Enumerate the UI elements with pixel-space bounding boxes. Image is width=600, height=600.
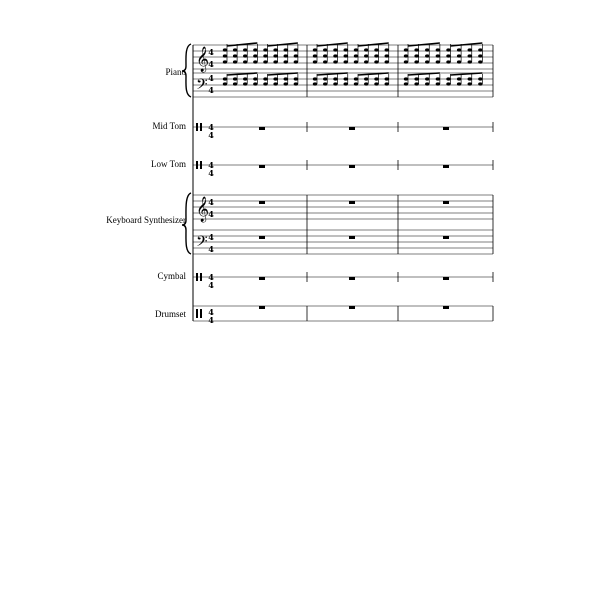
note-head [333, 60, 337, 63]
note-head [284, 48, 288, 51]
note-head [243, 82, 247, 85]
note-head [364, 60, 368, 63]
note-beam [358, 73, 389, 75]
note-head [385, 54, 389, 57]
note-head [414, 77, 418, 80]
note-head [223, 60, 227, 63]
note-head [478, 60, 482, 63]
note-head [313, 48, 317, 51]
percussion-clef-icon [196, 123, 198, 131]
note-head [294, 48, 298, 51]
note-head [273, 48, 277, 51]
note-beam [317, 73, 348, 75]
note-head [263, 60, 267, 63]
note-head [468, 77, 472, 80]
note-head [468, 48, 472, 51]
note-head [446, 54, 450, 57]
note-head [385, 60, 389, 63]
note-head [374, 77, 378, 80]
whole-rest [259, 165, 265, 168]
note-head [364, 77, 368, 80]
note-head [344, 77, 348, 80]
note-head [313, 60, 317, 63]
note-head [425, 82, 429, 85]
note-beam [408, 43, 440, 46]
treble-clef-icon: 𝄞 [196, 197, 210, 222]
time-signature-numerator: 4 [208, 160, 214, 170]
note-beam [268, 43, 298, 46]
note-head [323, 60, 327, 63]
note-head [354, 54, 358, 57]
note-head [414, 60, 418, 63]
note-head [364, 48, 368, 51]
note-head [457, 82, 461, 85]
note-head [404, 54, 408, 57]
note-head [294, 82, 298, 85]
note-head [354, 60, 358, 63]
note-head [284, 60, 288, 63]
note-head [364, 82, 368, 85]
time-signature-numerator: 4 [208, 122, 214, 132]
note-head [243, 77, 247, 80]
note-beam [358, 43, 389, 46]
whole-rests [259, 127, 449, 309]
bass-clef-icon: 𝄢 [196, 76, 208, 97]
note-beam [227, 43, 257, 46]
instrument-name-mid-tom: Mid Tom [152, 121, 186, 131]
note-beam [227, 73, 257, 75]
note-head [333, 82, 337, 85]
note-head [364, 54, 368, 57]
note-head [223, 48, 227, 51]
note-head [333, 77, 337, 80]
note-head [233, 54, 237, 57]
whole-rest [259, 277, 265, 280]
note-head [253, 82, 257, 85]
note-head [263, 77, 267, 80]
note-head [253, 48, 257, 51]
note-head [323, 54, 327, 57]
whole-rest [443, 201, 449, 204]
note-head [313, 54, 317, 57]
note-head [446, 60, 450, 63]
note-head [374, 54, 378, 57]
note-head [468, 60, 472, 63]
note-head [385, 82, 389, 85]
time-signature-numerator: 4 [208, 272, 214, 282]
note-head [374, 48, 378, 51]
whole-rest [443, 127, 449, 130]
note-head [468, 82, 472, 85]
note-head [414, 54, 418, 57]
note-beam [408, 73, 440, 75]
note-head [253, 60, 257, 63]
note-head [374, 60, 378, 63]
note-head [436, 77, 440, 80]
note-head [233, 82, 237, 85]
whole-rest [349, 165, 355, 168]
note-head [294, 77, 298, 80]
note-head [284, 82, 288, 85]
note-head [344, 48, 348, 51]
barlines [307, 45, 493, 321]
time-signature-denominator: 4 [208, 315, 214, 325]
note-head [344, 82, 348, 85]
piano-brace [182, 44, 191, 97]
note-head [313, 82, 317, 85]
note-head [446, 82, 450, 85]
note-beam [268, 73, 298, 75]
note-head [385, 77, 389, 80]
note-head [468, 54, 472, 57]
whole-rest [443, 165, 449, 168]
instrument-name-keyboard-synthesizer: Keyboard Synthesizer [106, 215, 186, 225]
note-head [374, 82, 378, 85]
note-head [223, 82, 227, 85]
note-head [457, 60, 461, 63]
note-head [273, 77, 277, 80]
whole-rest [443, 236, 449, 239]
note-head [233, 48, 237, 51]
note-head [263, 82, 267, 85]
time-signature-denominator: 4 [208, 168, 214, 178]
note-head [436, 60, 440, 63]
note-head [243, 48, 247, 51]
instrument-name-cymbal: Cymbal [157, 271, 186, 281]
note-head [253, 77, 257, 80]
note-head [404, 82, 408, 85]
note-head [404, 77, 408, 80]
note-head [253, 54, 257, 57]
note-head [294, 54, 298, 57]
note-head [263, 48, 267, 51]
note-head [404, 60, 408, 63]
note-head [457, 48, 461, 51]
whole-rest [443, 277, 449, 280]
instrument-name-piano: Piano [165, 67, 186, 77]
note-head [273, 54, 277, 57]
whole-rest [259, 236, 265, 239]
note-head [243, 60, 247, 63]
note-head [478, 54, 482, 57]
whole-rest [349, 127, 355, 130]
whole-rest [349, 306, 355, 309]
note-head [436, 82, 440, 85]
note-head [414, 48, 418, 51]
instrument-name-low-tom: Low Tom [151, 159, 186, 169]
note-head [344, 54, 348, 57]
note-head [243, 54, 247, 57]
note-head [273, 60, 277, 63]
percussion-clef-icon [196, 273, 198, 281]
note-head [223, 77, 227, 80]
bass-clef-icon: 𝄢 [196, 233, 208, 254]
note-head [425, 60, 429, 63]
note-head [323, 48, 327, 51]
time-signature-denominator: 4 [208, 59, 214, 69]
note-head [478, 82, 482, 85]
note-beam [451, 73, 483, 75]
note-head [344, 60, 348, 63]
whole-rest [349, 277, 355, 280]
note-head [273, 82, 277, 85]
time-signature-denominator: 4 [208, 130, 214, 140]
note-head [436, 48, 440, 51]
whole-rest [349, 236, 355, 239]
note-head [354, 77, 358, 80]
whole-rest [259, 306, 265, 309]
note-beam [451, 43, 483, 46]
time-signature-numerator: 4 [208, 197, 214, 207]
note-head [457, 54, 461, 57]
percussion-clef-icon [196, 309, 198, 318]
note-head [223, 54, 227, 57]
note-head [404, 48, 408, 51]
instrument-name-drumset: Drumset [155, 309, 186, 319]
note-head [425, 48, 429, 51]
note-head [478, 77, 482, 80]
time-signature-numerator: 4 [208, 232, 214, 242]
note-head [425, 54, 429, 57]
treble-clef-icon: 𝄞 [196, 47, 210, 72]
note-head [385, 48, 389, 51]
time-signature-denominator: 4 [208, 244, 214, 254]
time-signature-denominator: 4 [208, 85, 214, 95]
note-head [263, 54, 267, 57]
time-signature-numerator: 4 [208, 47, 214, 57]
time-signature-numerator: 4 [208, 73, 214, 83]
note-head [323, 82, 327, 85]
note-head [414, 82, 418, 85]
note-head [354, 48, 358, 51]
note-head [425, 77, 429, 80]
note-head [333, 54, 337, 57]
note-head [313, 77, 317, 80]
note-head [233, 77, 237, 80]
time-signature-numerator: 4 [208, 307, 214, 317]
note-head [284, 54, 288, 57]
note-beam [317, 43, 348, 46]
note-head [284, 77, 288, 80]
note-head [294, 60, 298, 63]
percussion-clef-icon [196, 161, 198, 169]
whole-rest [259, 127, 265, 130]
whole-rest [443, 306, 449, 309]
note-head [457, 77, 461, 80]
whole-rest [259, 201, 265, 204]
time-signature-denominator: 4 [208, 209, 214, 219]
whole-rest [349, 201, 355, 204]
time-signature-denominator: 4 [208, 280, 214, 290]
note-head [323, 77, 327, 80]
note-head [333, 48, 337, 51]
note-head [436, 54, 440, 57]
note-head [233, 60, 237, 63]
note-head [446, 48, 450, 51]
note-head [354, 82, 358, 85]
note-head [446, 77, 450, 80]
note-head [478, 48, 482, 51]
time-signatures [208, 47, 214, 325]
